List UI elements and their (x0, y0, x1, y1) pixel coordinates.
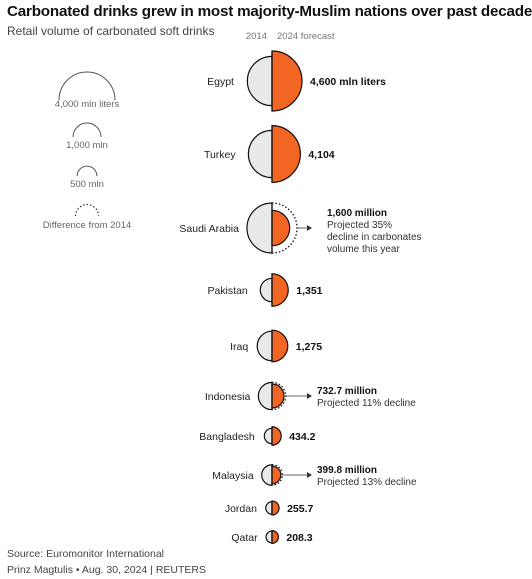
value-label: 1,351 (296, 285, 323, 297)
bubble-2024-half (272, 501, 279, 515)
value-label: 1,275 (295, 341, 323, 353)
legend-size-arc (73, 123, 101, 137)
bubble-2024-half (272, 51, 302, 111)
bubble-2024-half (272, 466, 281, 484)
country-label: Egypt (207, 76, 234, 88)
bubble-2014-half (248, 130, 272, 177)
legend-difference-label: Difference from 2014 (42, 220, 132, 231)
legend-size-arc (59, 72, 115, 100)
bubble-2024-half (272, 531, 278, 544)
country-label: Bangladesh (199, 431, 255, 443)
legend-size-label: 500 mln (70, 179, 104, 190)
value-label: 4,104 (308, 149, 335, 161)
value-label: 399.8 million (317, 465, 378, 476)
chart-subtitle: Retail volume of carbonated soft drinks (7, 24, 215, 38)
annotation-arrow-head (307, 393, 312, 399)
header-2014: 2014 (245, 31, 267, 42)
annotation-text: Projected 13% decline (317, 477, 417, 488)
country-label: Jordan (224, 503, 257, 515)
annotation-text: Projected 11% decline (317, 398, 416, 409)
country-label: Iraq (230, 341, 249, 353)
bubble-2024-half (272, 330, 288, 362)
bubble-2014-half (266, 502, 272, 515)
value-label: 434.2 (289, 431, 316, 443)
bubble-2014-half (266, 531, 272, 543)
bubble-2024-half (272, 210, 290, 245)
credit-line: Prinz Magtulis • Aug. 30, 2024 | REUTERS (7, 564, 206, 576)
annotation-text: decline in carbonates (327, 232, 422, 243)
source-note: Source: Euromonitor International (7, 548, 165, 560)
legend-size-label: 1,000 mln (66, 140, 108, 151)
country-label: Pakistan (207, 285, 248, 297)
bubble-2024-half (272, 126, 300, 183)
bubble-2024-half (272, 427, 281, 445)
value-label: 255.7 (287, 503, 314, 515)
bubble-2014-half (260, 278, 272, 301)
bubble-2014-half (247, 203, 272, 253)
value-label: 1,600 million (327, 208, 388, 219)
header-2024-forecast: 2024 forecast (277, 31, 335, 42)
value-label: 4,600 mln liters (310, 76, 386, 88)
legend-difference-arc (76, 205, 99, 216)
bubble-2024-half (272, 274, 288, 307)
country-label: Indonesia (204, 391, 251, 403)
legend-size-label: 4,000 mln liters (54, 99, 120, 110)
annotation-arrow-head (307, 225, 312, 231)
country-label: Saudi Arabia (179, 223, 239, 235)
annotation-text: volume this year (327, 244, 400, 255)
annotation-text: Projected 35% (327, 220, 393, 231)
legend-size-arc (77, 166, 97, 176)
country-label: Turkey (203, 149, 236, 161)
country-label: Qatar (231, 532, 258, 544)
bubble-2014-half (247, 56, 272, 105)
value-label: 732.7 million (317, 386, 378, 397)
bubble-2014-half (257, 331, 272, 361)
value-label: 208.3 (286, 532, 313, 544)
bubble-2014-half (262, 465, 272, 486)
chart-title: Carbonated drinks grew in most majority-Muslim nations over past decade (7, 3, 532, 20)
bubble-2014-half (264, 428, 272, 443)
annotation-arrow-head (307, 472, 312, 478)
country-label: Malaysia (212, 470, 254, 482)
bubble-2014-half (258, 382, 272, 409)
